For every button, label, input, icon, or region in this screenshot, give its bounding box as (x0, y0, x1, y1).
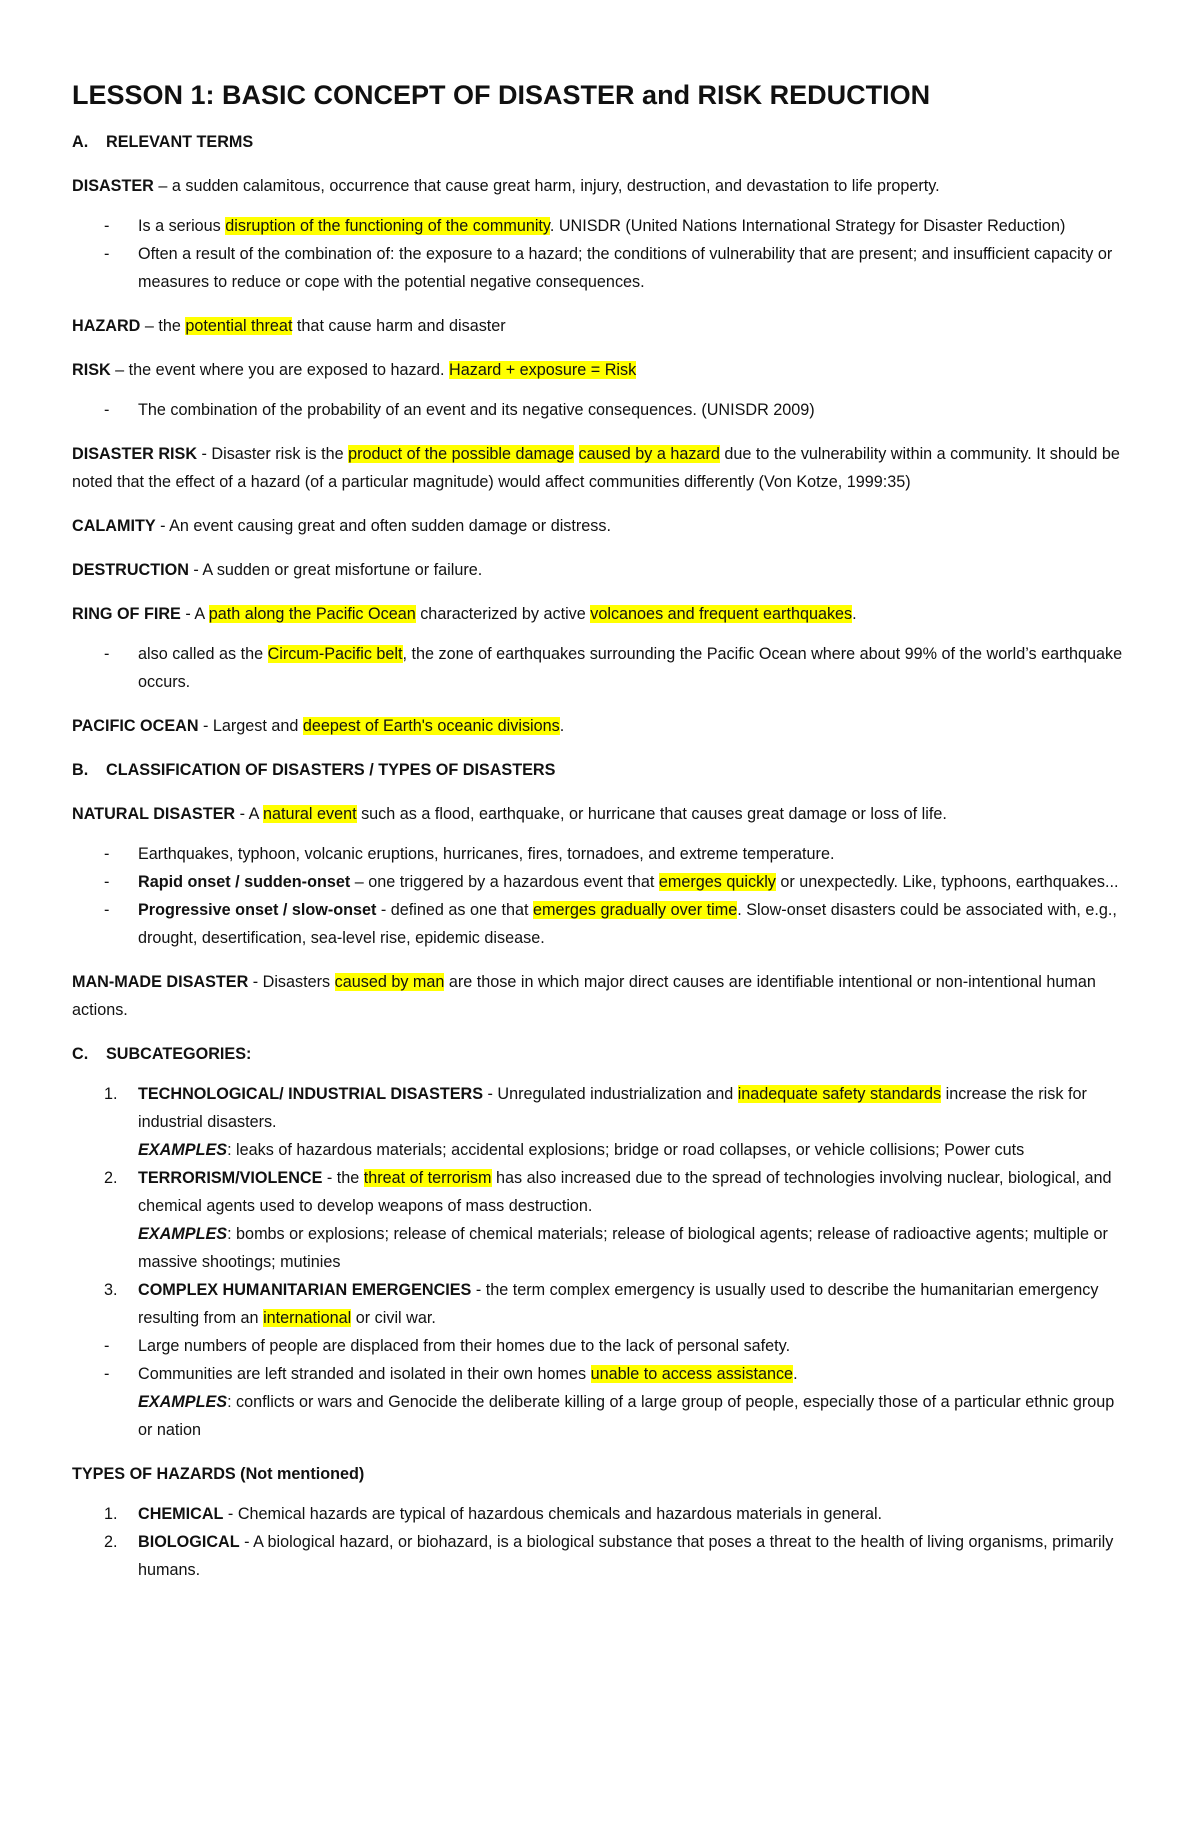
sub2-pre: - the (322, 1169, 364, 1187)
subcategory-list (72, 1080, 1132, 1332)
calamity-def: - An event causing great and often sudden damage or distress. (155, 517, 611, 535)
sub3-b2-post: . (793, 1365, 798, 1383)
pacific-definition (72, 712, 1132, 740)
sub1-highlight: inadequate safety standards (737, 1085, 942, 1103)
sub2-highlight: threat of terrorism (363, 1169, 492, 1187)
natural-highlight: natural event (262, 805, 357, 823)
sub3-post: or civil war. (351, 1309, 436, 1327)
risk-definition (72, 356, 1132, 384)
natural-pre: - A (235, 805, 263, 823)
disaster-def: – a sudden calamitous, occurrence that cause great harm, injury, destruction, and devastation to life property. (153, 177, 940, 195)
disaster-risk-term: DISASTER RISK (72, 445, 198, 463)
disaster-risk-highlight-2: caused by a hazard (578, 445, 720, 463)
natural-post: such as a flood, earthquake, or hurricane that causes great damage or loss of life. (356, 805, 947, 823)
sub3-highlight: international (263, 1309, 352, 1327)
sub1-number: 1. (104, 1085, 118, 1103)
manmade-definition (72, 968, 1132, 1024)
subcategory-item-technological (104, 1080, 1132, 1164)
ring-b1-post: , the zone of earthquakes surrounding the Pacific Ocean where about 99% of the world’s earthquake occurs. (138, 645, 1123, 691)
sub1-post: increase the risk for industrial disasters. (138, 1085, 1087, 1131)
disaster-b1-highlight: disruption of the functioning of the community (225, 217, 550, 235)
destruction-term: DESTRUCTION (72, 561, 189, 579)
slow-onset-term: Progressive onset / slow-onset (138, 901, 377, 919)
sub3-examples: : conflicts or wars and Genocide the deliberate killing of a large group of people, especially those of a particular ethnic group or nation (138, 1393, 1115, 1439)
risk-bullets (72, 396, 1132, 424)
destruction-def: - A sudden or great misfortune or failure. (188, 561, 483, 579)
hazard-post: that cause harm and disaster (292, 317, 506, 335)
sub3-pre: - the term complex emergency is usually used to describe the humanitarian emergency resulting from an (138, 1281, 1099, 1327)
section-a-heading (72, 128, 1132, 156)
disaster-risk-pre: - Disaster risk is the (197, 445, 349, 463)
sub3-b2-highlight: unable to access assistance (590, 1365, 794, 1383)
ring-of-fire-bullet-1 (138, 640, 1132, 696)
disaster-definition (72, 172, 1132, 200)
sub3-examples-label: EXAMPLES (138, 1393, 228, 1411)
pacific-pre: - Largest and (198, 717, 303, 735)
disaster-b1-pre: Is a serious (138, 217, 226, 235)
sub2-number: 2. (104, 1169, 118, 1187)
risk-term: RISK (72, 361, 111, 379)
pacific-highlight: deepest of Earth's oceanic divisions (302, 717, 560, 735)
rapid-onset-term: Rapid onset / sudden-onset (138, 873, 351, 891)
section-b-letter: B. (72, 761, 89, 779)
ring-of-fire-mid: characterized by active (415, 605, 591, 623)
hazard-types-heading: TYPES OF HAZARDS (Not mentioned) (72, 1465, 365, 1483)
disaster-bullets (72, 212, 1132, 296)
humanitarian-bullet-2 (138, 1360, 1132, 1444)
ring-of-fire-highlight-1: path along the Pacific Ocean (208, 605, 416, 623)
page-title: LESSON 1: BASIC CONCEPT OF DISASTER and RISK REDUCTION (72, 80, 931, 110)
hazard-definition (72, 312, 1132, 340)
disaster-b1-post: . UNISDR (United Nations International Strategy for Disaster Reduction) (549, 217, 1066, 235)
ring-b1-highlight: Circum-Pacific belt (267, 645, 403, 663)
section-b-heading (72, 756, 1132, 784)
ring-of-fire-definition (72, 600, 1132, 628)
manmade-term: MAN-MADE DISASTER (72, 973, 249, 991)
biological-def: - A biological hazard, or biohazard, is a biological substance that poses a threat to the health of living organisms, primarily humans. (138, 1533, 1114, 1579)
natural-bullet-3 (138, 896, 1132, 952)
sub1-examples: : leaks of hazardous materials; accidental explosions; bridge or road collapses, or vehicle collisions; Power cuts (227, 1141, 1025, 1159)
sub1-term: TECHNOLOGICAL/ INDUSTRIAL DISASTERS (138, 1085, 484, 1103)
subcategory-item-humanitarian (104, 1276, 1132, 1332)
section-c-heading (72, 1040, 1132, 1068)
natural-bullet-1: - Earthquakes, typhoon, volcanic eruptions, hurricanes, fires, tornadoes, and extreme temperature. (138, 840, 1132, 868)
subcategory-item-terrorism (104, 1164, 1132, 1276)
humanitarian-bullet-1: - Large numbers of people are displaced from their homes due to the lack of personal safety. (138, 1332, 1132, 1360)
ring-of-fire-term: RING OF FIRE (72, 605, 181, 623)
disaster-bullet-2: - Often a result of the combination of: the exposure to a hazard; the conditions of vulnerability that are present; and insufficient capacity or measures to reduce or cope with the potential negative consequences. (138, 240, 1132, 296)
natural-definition (72, 800, 1132, 828)
disaster-risk-mid (574, 445, 579, 463)
calamity-term: CALAMITY (72, 517, 156, 535)
disaster-bullet-1 (138, 212, 1132, 240)
manmade-post: are those in which major direct causes are identifiable intentional or non-intentional human actions. (72, 973, 1096, 1019)
natural-term: NATURAL DISASTER (72, 805, 236, 823)
humanitarian-bullets (72, 1332, 1132, 1444)
slow-onset-pre: - defined as one that (376, 901, 533, 919)
section-a-letter: A. (72, 133, 89, 151)
ring-of-fire-post: . (852, 605, 857, 623)
hazard-type-2-number: 2. (104, 1533, 118, 1551)
hazard-type-1-number: 1. (104, 1505, 118, 1523)
sub3-b2-pre: Communities are left stranded and isolated in their own homes (138, 1365, 591, 1383)
disaster-term: DISASTER (72, 177, 154, 195)
sub1-examples-label: EXAMPLES (138, 1141, 228, 1159)
ring-of-fire-highlight-2: volcanoes and frequent earthquakes (590, 605, 853, 623)
rapid-onset-pre: – one triggered by a hazardous event that (350, 873, 659, 891)
manmade-highlight: caused by man (334, 973, 445, 991)
section-a-title: RELEVANT TERMS (106, 133, 254, 151)
hazard-highlight: potential threat (185, 317, 293, 335)
manmade-pre: - Disasters (248, 973, 335, 991)
destruction-definition (72, 556, 1132, 584)
rapid-onset-highlight: emerges quickly (658, 873, 776, 891)
pacific-post: . (559, 717, 565, 735)
sub2-term: TERRORISM/VIOLENCE (138, 1169, 323, 1187)
rapid-onset-post: or unexpectedly. Like, typhoons, earthquakes... (775, 873, 1119, 891)
risk-pre: – the event where you are exposed to hazard. (110, 361, 450, 379)
section-c-letter: C. (72, 1045, 89, 1063)
sub2-post: has also increased due to the spread of technologies involving nuclear, biological, and chemical agents used to develop weapons of mass destruction. (138, 1169, 1112, 1215)
sub3-number: 3. (104, 1281, 118, 1299)
ring-of-fire-pre: - A (180, 605, 209, 623)
section-c-title: SUBCATEGORIES: (106, 1045, 252, 1063)
biological-term: BIOLOGICAL (138, 1533, 240, 1551)
pacific-term: PACIFIC OCEAN (72, 717, 199, 735)
hazard-types-list (72, 1500, 1132, 1584)
disaster-risk-definition (72, 440, 1132, 496)
hazard-type-biological (104, 1528, 1132, 1584)
hazard-type-chemical (104, 1500, 1132, 1528)
section-b-title: CLASSIFICATION OF DISASTERS / TYPES OF DISASTERS (106, 761, 556, 779)
sub2-examples: : bombs or explosions; release of chemical materials; release of biological agents; release of radioactive agents; multiple or massive shootings; mutinies (138, 1225, 1108, 1271)
hazard-pre: – the (140, 317, 186, 335)
sub3-term: COMPLEX HUMANITARIAN EMERGENCIES (138, 1281, 472, 1299)
risk-highlight: Hazard + exposure = Risk (449, 361, 637, 379)
calamity-definition (72, 512, 1132, 540)
sub1-pre: - Unregulated industrialization and (483, 1085, 738, 1103)
slow-onset-post: . Slow-onset disasters could be associated with, e.g., drought, desertification, sea-level rise, epidemic disease. (138, 901, 1117, 947)
disaster-risk-highlight-1: product of the possible damage (348, 445, 575, 463)
natural-bullet-2 (138, 868, 1132, 896)
risk-bullet-1: - The combination of the probability of an event and its negative consequences. (UNISDR 2009) (138, 396, 1132, 424)
ring-b1-pre: also called as the (138, 645, 268, 663)
disaster-risk-post: due to the vulnerability within a community. It should be noted that the effect of a hazard (of a particular magnitude) would affect communities differently (Von Kotze, 1999:35) (72, 445, 1120, 491)
chemical-def: - Chemical hazards are typical of hazardous chemicals and hazardous materials in general. (223, 1505, 883, 1523)
hazard-term: HAZARD (72, 317, 141, 335)
slow-onset-highlight: emerges gradually over time (532, 901, 738, 919)
document-page (72, 72, 1132, 1584)
sub2-examples-label: EXAMPLES (138, 1225, 228, 1243)
ring-of-fire-bullets (72, 640, 1132, 696)
chemical-term: CHEMICAL (138, 1505, 224, 1523)
natural-bullets (72, 840, 1132, 952)
